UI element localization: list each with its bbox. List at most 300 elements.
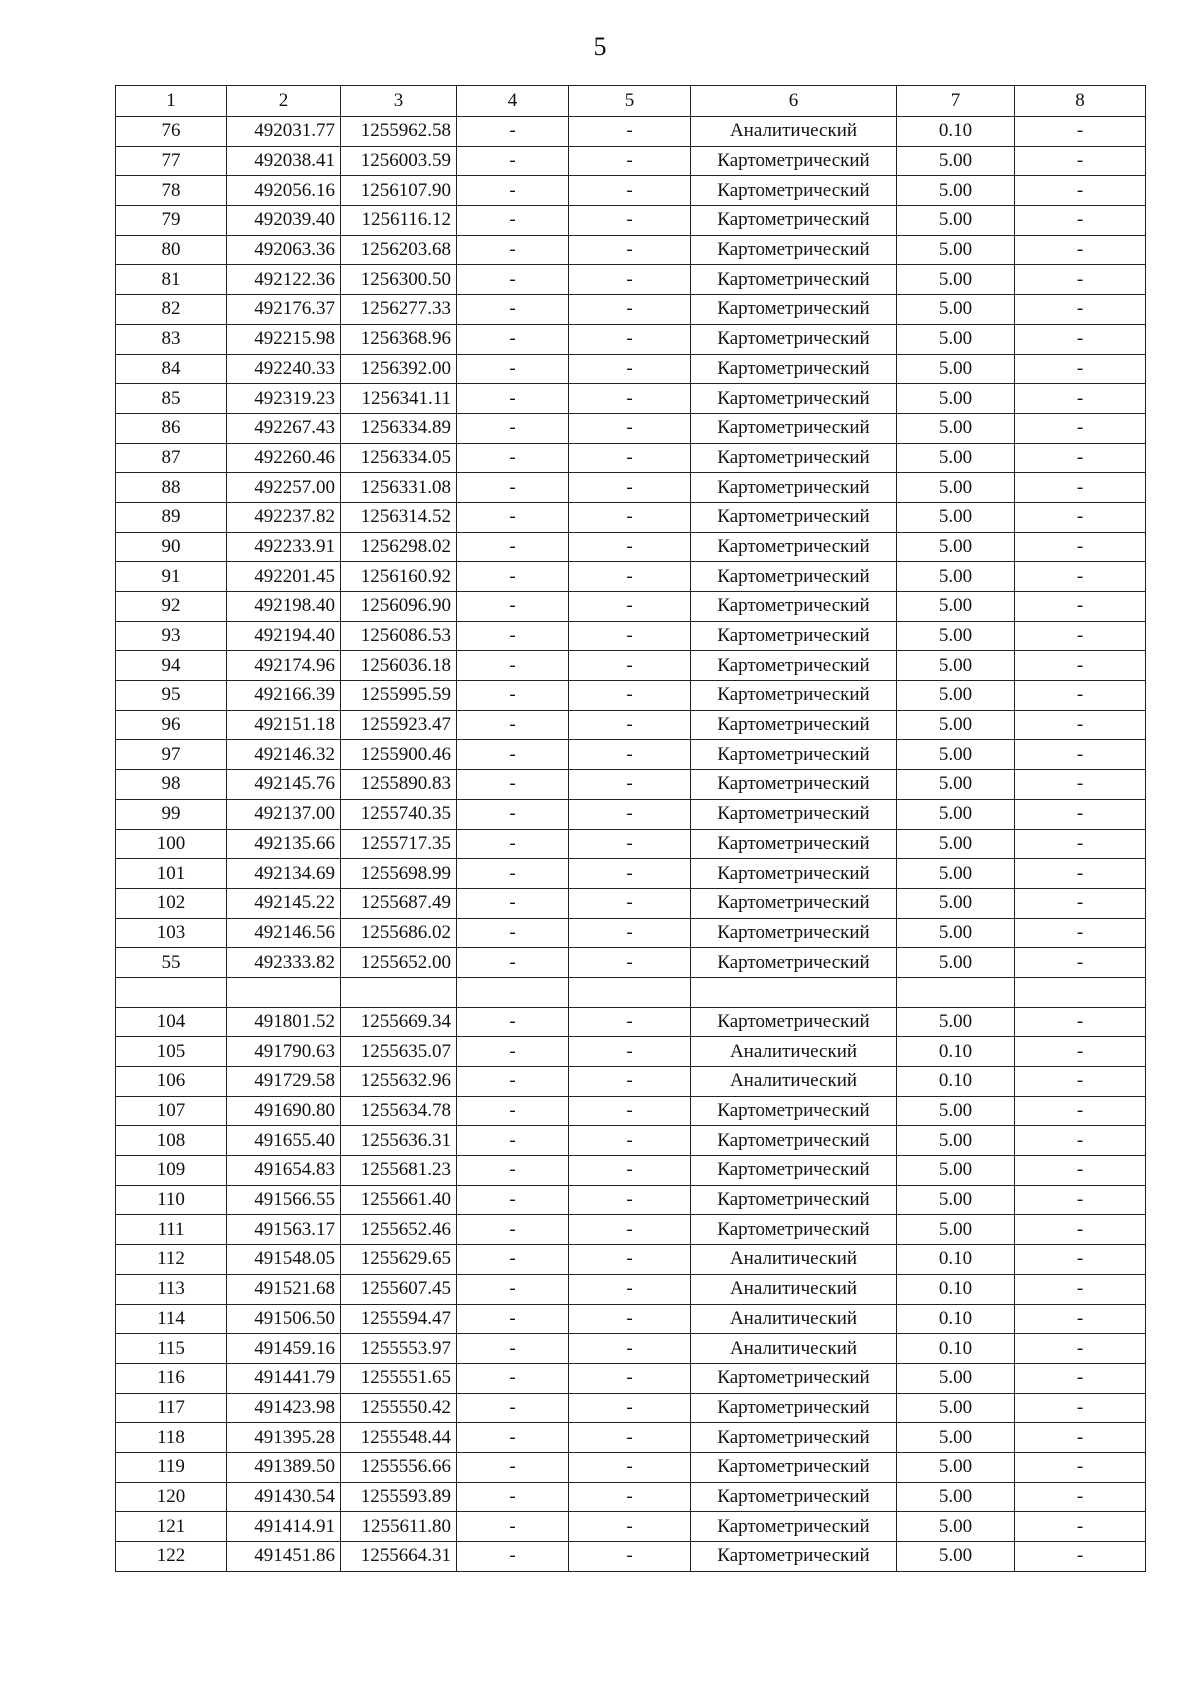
cell-col-4: - [457,948,569,978]
cell-col-5: - [569,562,691,592]
cell-point-number: 55 [116,948,227,978]
cell-col-4: - [457,176,569,206]
cell-accuracy: 5.00 [897,532,1015,562]
cell-x-coordinate: 492215.98 [227,324,341,354]
cell-point-number: 90 [116,532,227,562]
cell-col-4 [457,977,569,1007]
cell-col-5: - [569,710,691,740]
cell-method: Аналитический [691,1067,897,1097]
cell-col-5: - [569,740,691,770]
coordinates-table [115,85,1146,1572]
cell-col-4: - [457,859,569,889]
cell-accuracy: 5.00 [897,562,1015,592]
cell-accuracy: 5.00 [897,740,1015,770]
cell-method: Картометрический [691,354,897,384]
cell-col-5 [569,977,691,1007]
cell-x-coordinate: 491423.98 [227,1393,341,1423]
cell-accuracy: 5.00 [897,502,1015,532]
cell-col-8: - [1015,502,1146,532]
cell-method: Картометрический [691,681,897,711]
cell-col-4: - [457,1304,569,1334]
cell-method: Картометрический [691,562,897,592]
cell-col-8: - [1015,1245,1146,1275]
cell-col-8: - [1015,324,1146,354]
cell-accuracy: 0.10 [897,1304,1015,1334]
cell-y-coordinate: 1255607.45 [341,1274,457,1304]
cell-accuracy: 5.00 [897,621,1015,651]
cell-accuracy: 5.00 [897,1185,1015,1215]
cell-point-number: 77 [116,146,227,176]
cell-x-coordinate: 492146.32 [227,740,341,770]
table-row [116,1363,1146,1393]
column-header-8: 8 [1015,86,1146,117]
cell-point-number: 108 [116,1126,227,1156]
cell-col-5: - [569,146,691,176]
cell-accuracy: 5.00 [897,1393,1015,1423]
cell-col-5: - [569,1185,691,1215]
table-row [116,1334,1146,1364]
table-row [116,117,1146,147]
cell-y-coordinate: 1255611.80 [341,1512,457,1542]
cell-accuracy: 5.00 [897,473,1015,503]
cell-col-4: - [457,918,569,948]
table-row [116,473,1146,503]
cell-accuracy: 5.00 [897,1423,1015,1453]
cell-y-coordinate: 1255669.34 [341,1007,457,1037]
cell-col-4: - [457,384,569,414]
cell-method: Картометрический [691,740,897,770]
cell-x-coordinate: 492166.39 [227,681,341,711]
cell-point-number: 121 [116,1512,227,1542]
cell-x-coordinate: 491801.52 [227,1007,341,1037]
cell-col-8: - [1015,829,1146,859]
cell-accuracy: 5.00 [897,235,1015,265]
cell-x-coordinate: 491655.40 [227,1126,341,1156]
cell-col-5: - [569,1334,691,1364]
cell-accuracy: 5.00 [897,1363,1015,1393]
cell-col-5: - [569,384,691,414]
cell-col-5: - [569,1423,691,1453]
cell-col-5: - [569,443,691,473]
cell-col-5: - [569,888,691,918]
cell-accuracy: 5.00 [897,918,1015,948]
cell-col-8: - [1015,532,1146,562]
cell-col-5: - [569,1482,691,1512]
cell-method: Картометрический [691,1393,897,1423]
table-row [116,1482,1146,1512]
cell-col-4: - [457,502,569,532]
cell-col-8: - [1015,1007,1146,1037]
cell-col-8: - [1015,1334,1146,1364]
cell-method: Картометрический [691,948,897,978]
cell-method: Картометрический [691,295,897,325]
cell-col-4: - [457,1185,569,1215]
cell-x-coordinate: 492174.96 [227,651,341,681]
cell-col-8: - [1015,1156,1146,1186]
cell-x-coordinate: 492134.69 [227,859,341,889]
cell-col-8: - [1015,859,1146,889]
column-header-5: 5 [569,86,691,117]
cell-y-coordinate: 1256341.11 [341,384,457,414]
cell-y-coordinate: 1256086.53 [341,621,457,651]
cell-x-coordinate: 491548.05 [227,1245,341,1275]
cell-x-coordinate: 491729.58 [227,1067,341,1097]
cell-x-coordinate: 491654.83 [227,1156,341,1186]
cell-method: Картометрический [691,176,897,206]
cell-point-number: 104 [116,1007,227,1037]
cell-accuracy [897,977,1015,1007]
cell-col-5: - [569,265,691,295]
table-row [116,235,1146,265]
cell-method: Картометрический [691,918,897,948]
cell-y-coordinate: 1256160.92 [341,562,457,592]
cell-col-5: - [569,770,691,800]
cell-col-8: - [1015,1096,1146,1126]
cell-col-4: - [457,354,569,384]
table-row [116,799,1146,829]
cell-x-coordinate: 491389.50 [227,1452,341,1482]
cell-col-5: - [569,1274,691,1304]
cell-method: Картометрический [691,324,897,354]
cell-col-5: - [569,799,691,829]
cell-method: Картометрический [691,1363,897,1393]
cell-col-5: - [569,918,691,948]
cell-col-5: - [569,1126,691,1156]
cell-x-coordinate: 492056.16 [227,176,341,206]
table-row [116,1037,1146,1067]
cell-accuracy: 0.10 [897,1334,1015,1364]
cell-col-5: - [569,681,691,711]
cell-y-coordinate: 1255740.35 [341,799,457,829]
cell-x-coordinate: 491790.63 [227,1037,341,1067]
cell-x-coordinate: 492194.40 [227,621,341,651]
cell-col-4: - [457,1037,569,1067]
table-row [116,562,1146,592]
cell-point-number: 103 [116,918,227,948]
cell-point-number [116,977,227,1007]
cell-point-number: 101 [116,859,227,889]
cell-col-4: - [457,324,569,354]
cell-point-number: 113 [116,1274,227,1304]
cell-x-coordinate: 492257.00 [227,473,341,503]
cell-col-8: - [1015,888,1146,918]
table-row [116,502,1146,532]
cell-method: Картометрический [691,502,897,532]
table-row [116,532,1146,562]
cell-method: Картометрический [691,1512,897,1542]
cell-col-8: - [1015,1037,1146,1067]
cell-method: Картометрический [691,770,897,800]
cell-point-number: 120 [116,1482,227,1512]
cell-col-4: - [457,1482,569,1512]
cell-point-number: 98 [116,770,227,800]
cell-col-8: - [1015,592,1146,622]
cell-col-5: - [569,859,691,889]
cell-method: Картометрический [691,443,897,473]
cell-method: Аналитический [691,1274,897,1304]
cell-y-coordinate: 1255629.65 [341,1245,457,1275]
cell-y-coordinate: 1255923.47 [341,710,457,740]
table-row [116,354,1146,384]
cell-col-4: - [457,1067,569,1097]
cell-col-8: - [1015,1067,1146,1097]
cell-y-coordinate: 1255652.46 [341,1215,457,1245]
cell-col-5: - [569,295,691,325]
cell-y-coordinate: 1256300.50 [341,265,457,295]
cell-col-8: - [1015,621,1146,651]
column-header-2: 2 [227,86,341,117]
cell-col-5: - [569,354,691,384]
cell-method: Картометрический [691,1542,897,1572]
cell-accuracy: 0.10 [897,117,1015,147]
cell-point-number: 76 [116,117,227,147]
cell-col-4: - [457,473,569,503]
cell-x-coordinate: 492198.40 [227,592,341,622]
cell-col-8: - [1015,1215,1146,1245]
cell-method: Картометрический [691,265,897,295]
cell-x-coordinate: 492039.40 [227,206,341,236]
cell-method: Картометрический [691,146,897,176]
cell-accuracy: 5.00 [897,295,1015,325]
table-row [116,1067,1146,1097]
cell-col-5: - [569,651,691,681]
cell-method: Картометрический [691,651,897,681]
cell-col-5: - [569,1363,691,1393]
cell-x-coordinate [227,977,341,1007]
cell-y-coordinate: 1256368.96 [341,324,457,354]
cell-method: Картометрический [691,413,897,443]
cell-y-coordinate: 1256003.59 [341,146,457,176]
cell-x-coordinate: 491430.54 [227,1482,341,1512]
cell-point-number: 112 [116,1245,227,1275]
cell-point-number: 85 [116,384,227,414]
cell-y-coordinate: 1256277.33 [341,295,457,325]
cell-col-5: - [569,948,691,978]
cell-x-coordinate: 492031.77 [227,117,341,147]
cell-y-coordinate: 1255550.42 [341,1393,457,1423]
cell-point-number: 92 [116,592,227,622]
cell-point-number: 105 [116,1037,227,1067]
cell-col-8: - [1015,1393,1146,1423]
cell-x-coordinate: 491563.17 [227,1215,341,1245]
cell-col-5: - [569,1452,691,1482]
cell-col-4: - [457,1096,569,1126]
cell-y-coordinate: 1256036.18 [341,651,457,681]
cell-method: Картометрический [691,532,897,562]
cell-x-coordinate: 492176.37 [227,295,341,325]
column-header-1: 1 [116,86,227,117]
cell-y-coordinate: 1255636.31 [341,1126,457,1156]
cell-accuracy: 5.00 [897,443,1015,473]
cell-col-5: - [569,1245,691,1275]
cell-col-5: - [569,532,691,562]
cell-y-coordinate: 1255635.07 [341,1037,457,1067]
cell-accuracy: 5.00 [897,1542,1015,1572]
cell-y-coordinate: 1256331.08 [341,473,457,503]
cell-col-4: - [457,681,569,711]
cell-accuracy: 5.00 [897,710,1015,740]
table-row [116,1007,1146,1037]
cell-method: Картометрический [691,1156,897,1186]
cell-method: Аналитический [691,117,897,147]
cell-x-coordinate: 492063.36 [227,235,341,265]
table-row [116,651,1146,681]
cell-y-coordinate: 1256203.68 [341,235,457,265]
cell-point-number: 89 [116,502,227,532]
cell-col-4: - [457,1334,569,1364]
cell-x-coordinate: 492122.36 [227,265,341,295]
cell-accuracy: 5.00 [897,1126,1015,1156]
cell-method: Картометрический [691,799,897,829]
cell-col-5: - [569,235,691,265]
cell-x-coordinate: 492151.18 [227,710,341,740]
cell-y-coordinate: 1256334.05 [341,443,457,473]
table-row [116,1126,1146,1156]
cell-y-coordinate: 1256334.89 [341,413,457,443]
cell-accuracy: 5.00 [897,1452,1015,1482]
cell-x-coordinate: 492201.45 [227,562,341,592]
cell-point-number: 115 [116,1334,227,1364]
cell-col-8: - [1015,206,1146,236]
page-number: 5 [593,32,607,61]
cell-method: Аналитический [691,1304,897,1334]
cell-accuracy: 0.10 [897,1245,1015,1275]
cell-col-8: - [1015,681,1146,711]
table-row [116,413,1146,443]
cell-accuracy: 5.00 [897,1096,1015,1126]
cell-col-4: - [457,1542,569,1572]
cell-col-5: - [569,1512,691,1542]
cell-col-4: - [457,770,569,800]
table-row [116,859,1146,889]
cell-accuracy: 0.10 [897,1274,1015,1304]
table-row [116,740,1146,770]
table-row [116,324,1146,354]
cell-col-5: - [569,1007,691,1037]
cell-col-8: - [1015,146,1146,176]
cell-col-8: - [1015,562,1146,592]
cell-y-coordinate: 1256298.02 [341,532,457,562]
column-header-4: 4 [457,86,569,117]
cell-col-4: - [457,532,569,562]
cell-col-8: - [1015,443,1146,473]
cell-y-coordinate: 1255556.66 [341,1452,457,1482]
cell-point-number: 84 [116,354,227,384]
cell-accuracy: 5.00 [897,592,1015,622]
cell-col-5: - [569,1215,691,1245]
table-row [116,1274,1146,1304]
cell-point-number: 93 [116,621,227,651]
cell-col-4: - [457,1393,569,1423]
cell-accuracy: 5.00 [897,681,1015,711]
cell-point-number: 97 [116,740,227,770]
cell-col-4: - [457,235,569,265]
cell-accuracy: 5.00 [897,384,1015,414]
table-row [116,710,1146,740]
cell-x-coordinate: 492233.91 [227,532,341,562]
cell-y-coordinate: 1255632.96 [341,1067,457,1097]
cell-method: Картометрический [691,206,897,236]
cell-accuracy: 5.00 [897,829,1015,859]
cell-x-coordinate: 492145.76 [227,770,341,800]
cell-y-coordinate: 1255900.46 [341,740,457,770]
cell-x-coordinate: 492240.33 [227,354,341,384]
table-body [116,117,1146,1572]
table-row [116,592,1146,622]
cell-col-5: - [569,176,691,206]
cell-x-coordinate: 492267.43 [227,413,341,443]
cell-col-4: - [457,1007,569,1037]
cell-method: Картометрический [691,592,897,622]
cell-point-number: 119 [116,1452,227,1482]
cell-col-4: - [457,1512,569,1542]
cell-x-coordinate: 491459.16 [227,1334,341,1364]
cell-col-4: - [457,117,569,147]
table-row [116,1423,1146,1453]
cell-method: Аналитический [691,1245,897,1275]
table-row [116,681,1146,711]
cell-y-coordinate: 1255686.02 [341,918,457,948]
table-row [116,1452,1146,1482]
cell-col-5: - [569,1156,691,1186]
cell-point-number: 109 [116,1156,227,1186]
cell-col-4: - [457,562,569,592]
cell-col-4: - [457,443,569,473]
cell-y-coordinate: 1255681.23 [341,1156,457,1186]
cell-col-8: - [1015,1126,1146,1156]
cell-x-coordinate: 491414.91 [227,1512,341,1542]
cell-method: Аналитический [691,1037,897,1067]
cell-col-5: - [569,1304,691,1334]
table-row [116,443,1146,473]
cell-point-number: 86 [116,413,227,443]
table-row [116,918,1146,948]
cell-col-8: - [1015,1304,1146,1334]
table-row [116,1156,1146,1186]
cell-x-coordinate: 491566.55 [227,1185,341,1215]
cell-x-coordinate: 492038.41 [227,146,341,176]
table-row [116,948,1146,978]
table-row [116,146,1146,176]
cell-col-4: - [457,1274,569,1304]
cell-point-number: 82 [116,295,227,325]
cell-point-number: 83 [116,324,227,354]
cell-accuracy: 5.00 [897,1215,1015,1245]
cell-col-4: - [457,621,569,651]
column-header-7: 7 [897,86,1015,117]
table-row [116,1215,1146,1245]
cell-y-coordinate: 1255962.58 [341,117,457,147]
cell-col-4: - [457,1126,569,1156]
cell-x-coordinate: 492333.82 [227,948,341,978]
cell-col-8: - [1015,295,1146,325]
cell-method: Картометрический [691,888,897,918]
cell-method: Картометрический [691,1185,897,1215]
cell-point-number: 106 [116,1067,227,1097]
cell-col-4: - [457,1423,569,1453]
cell-col-8: - [1015,1542,1146,1572]
cell-col-4: - [457,799,569,829]
cell-col-5: - [569,413,691,443]
cell-y-coordinate: 1255551.65 [341,1363,457,1393]
cell-accuracy: 5.00 [897,1512,1015,1542]
cell-y-coordinate: 1255995.59 [341,681,457,711]
cell-method: Картометрический [691,829,897,859]
cell-accuracy: 5.00 [897,651,1015,681]
cell-accuracy: 0.10 [897,1067,1015,1097]
cell-col-8: - [1015,770,1146,800]
table-row [116,265,1146,295]
